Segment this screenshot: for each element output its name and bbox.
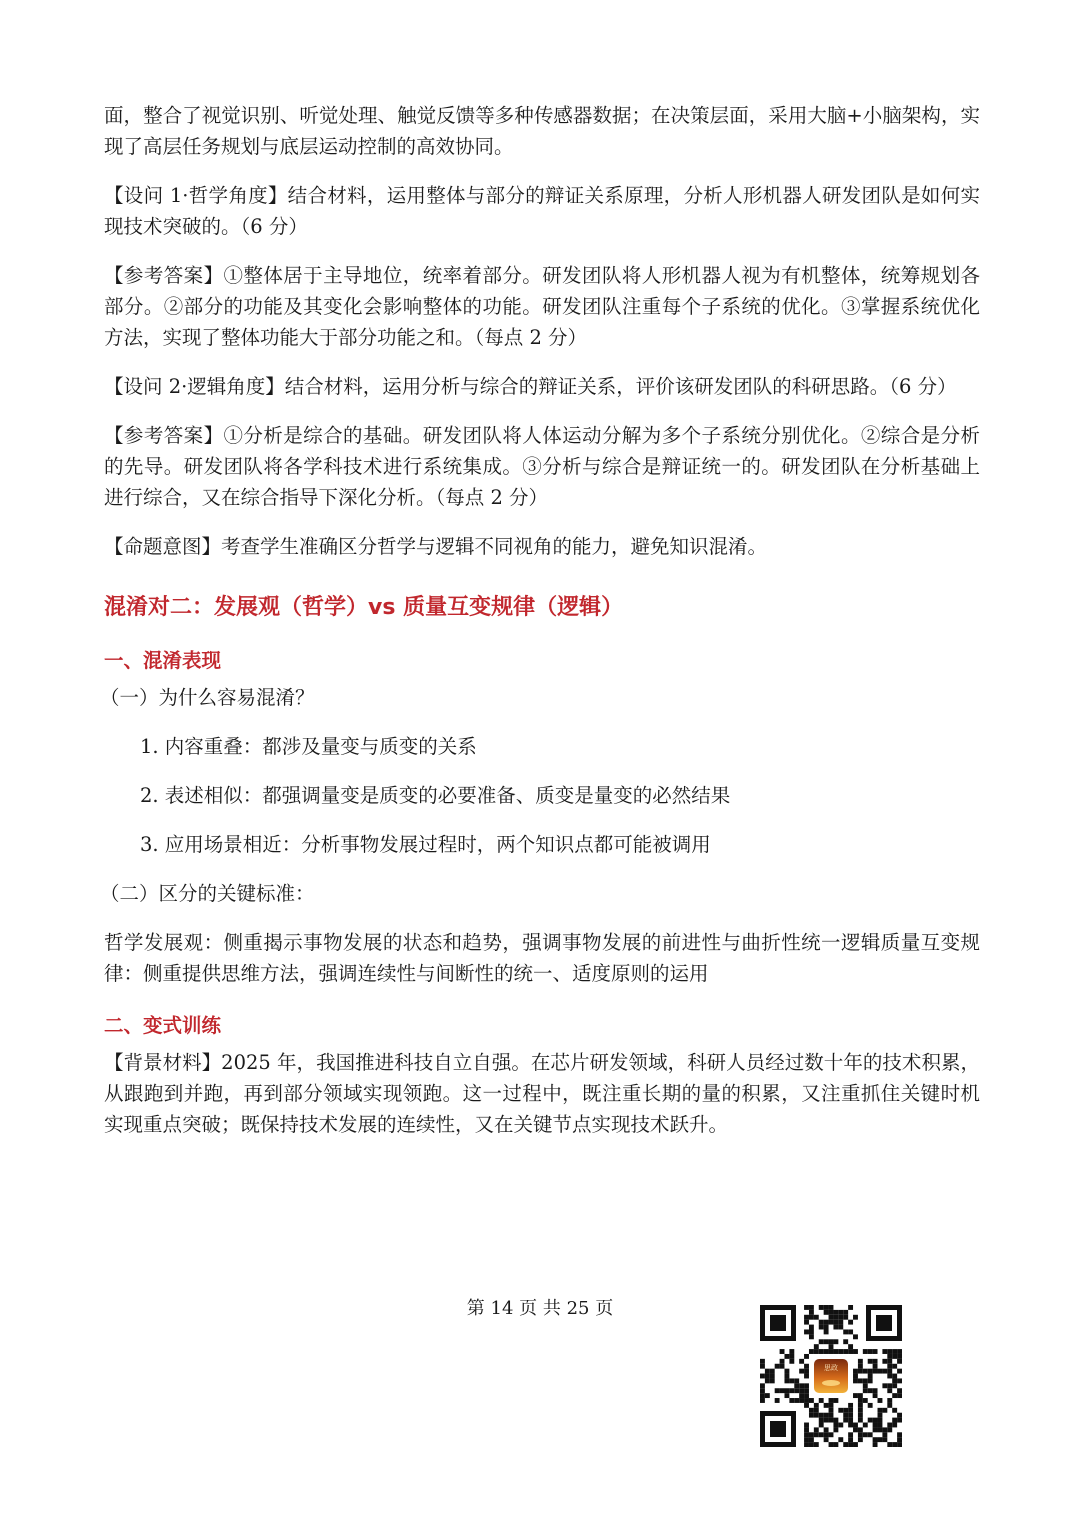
- answer-1: 【参考答案】①整体居于主导地位，统率着部分。研发团队将人形机器人视为有机整体，统筹规划各部分。②部分的功能及其变化会影响整体的功能。研发团队注重每个子系统的优化。③掌握系统优化方法，实现了整体功能大于部分功能之和。（每点 2 分）: [104, 264, 980, 349]
- section-title-confusion-pair-2: 混淆对二：发展观（哲学）vs 质量互变规律（逻辑）: [104, 595, 624, 620]
- subheading-variant-training: 二、变式训练: [104, 1014, 222, 1037]
- qr-code-graphic: [758, 1303, 904, 1449]
- why-confusing-heading: （一）为什么容易混淆？: [100, 686, 315, 709]
- key-criterion-heading: （二）区分的关键标准：: [100, 882, 315, 905]
- criterion-paragraph: 哲学发展观：侧重揭示事物发展的状态和趋势，强调事物发展的前进性与曲折性统一逻辑质量互变规律：侧重提供思维方法，强调连续性与间断性的统一、适度原则的运用: [104, 931, 980, 985]
- document-page: [100, 100, 980, 1140]
- qr-code-image: [758, 1303, 904, 1449]
- list-item: 1. 内容重叠：都涉及量变与质变的关系: [140, 735, 477, 758]
- paragraph-material-continued: 面，整合了视觉识别、听觉处理、触觉反馈等多种传感器数据；在决策层面，采用大脑+小脑架构，实现了高层任务规划与底层运动控制的高效协同。: [104, 104, 980, 158]
- subheading-confusion-performance: 一、混淆表现: [104, 649, 222, 672]
- answer-2: 【参考答案】①分析是综合的基础。研发团队将人体运动分解为多个子系统分别优化。②综合是分析的先导。研发团队将各学科技术进行系统集成。③分析与综合是辩证统一的。研发团队在分析基础上进行综合，又在综合指导下深化分析。（每点 2 分）: [104, 424, 980, 509]
- question-1-philosophy: 【设问 1·哲学角度】结合材料，运用整体与部分的辩证关系原理，分析人形机器人研发团队是如何实现技术突破的。（6 分）: [104, 184, 980, 238]
- question-2-logic: 【设问 2·逻辑角度】结合材料，运用分析与综合的辩证关系，评价该研发团队的科研思路。（6 分）: [104, 375, 957, 398]
- list-item: 3. 应用场景相近：分析事物发展过程时，两个知识点都可能被调用: [140, 833, 711, 856]
- qr-logo-text: 思政: [824, 1364, 838, 1372]
- question-intent: 【命题意图】考查学生准确区分哲学与逻辑不同视角的能力，避免知识混淆。: [104, 535, 768, 558]
- background-material: 【背景材料】2025 年，我国推进科技自立自强。在芯片研发领域，科研人员经过数十年的技术积累，从跟跑到并跑，再到部分领域实现领跑。这一过程中，既注重长期的量的积累，又注重抓住关键时机实现重点突破；既保持技术发展的连续性，又在关键节点实现技术跃升。: [104, 1051, 980, 1136]
- list-item: 2. 表述相似：都强调量变是质变的必要准备、质变是量变的必然结果: [140, 784, 731, 807]
- page-number: 第 14 页 共 25 页: [466, 1298, 614, 1319]
